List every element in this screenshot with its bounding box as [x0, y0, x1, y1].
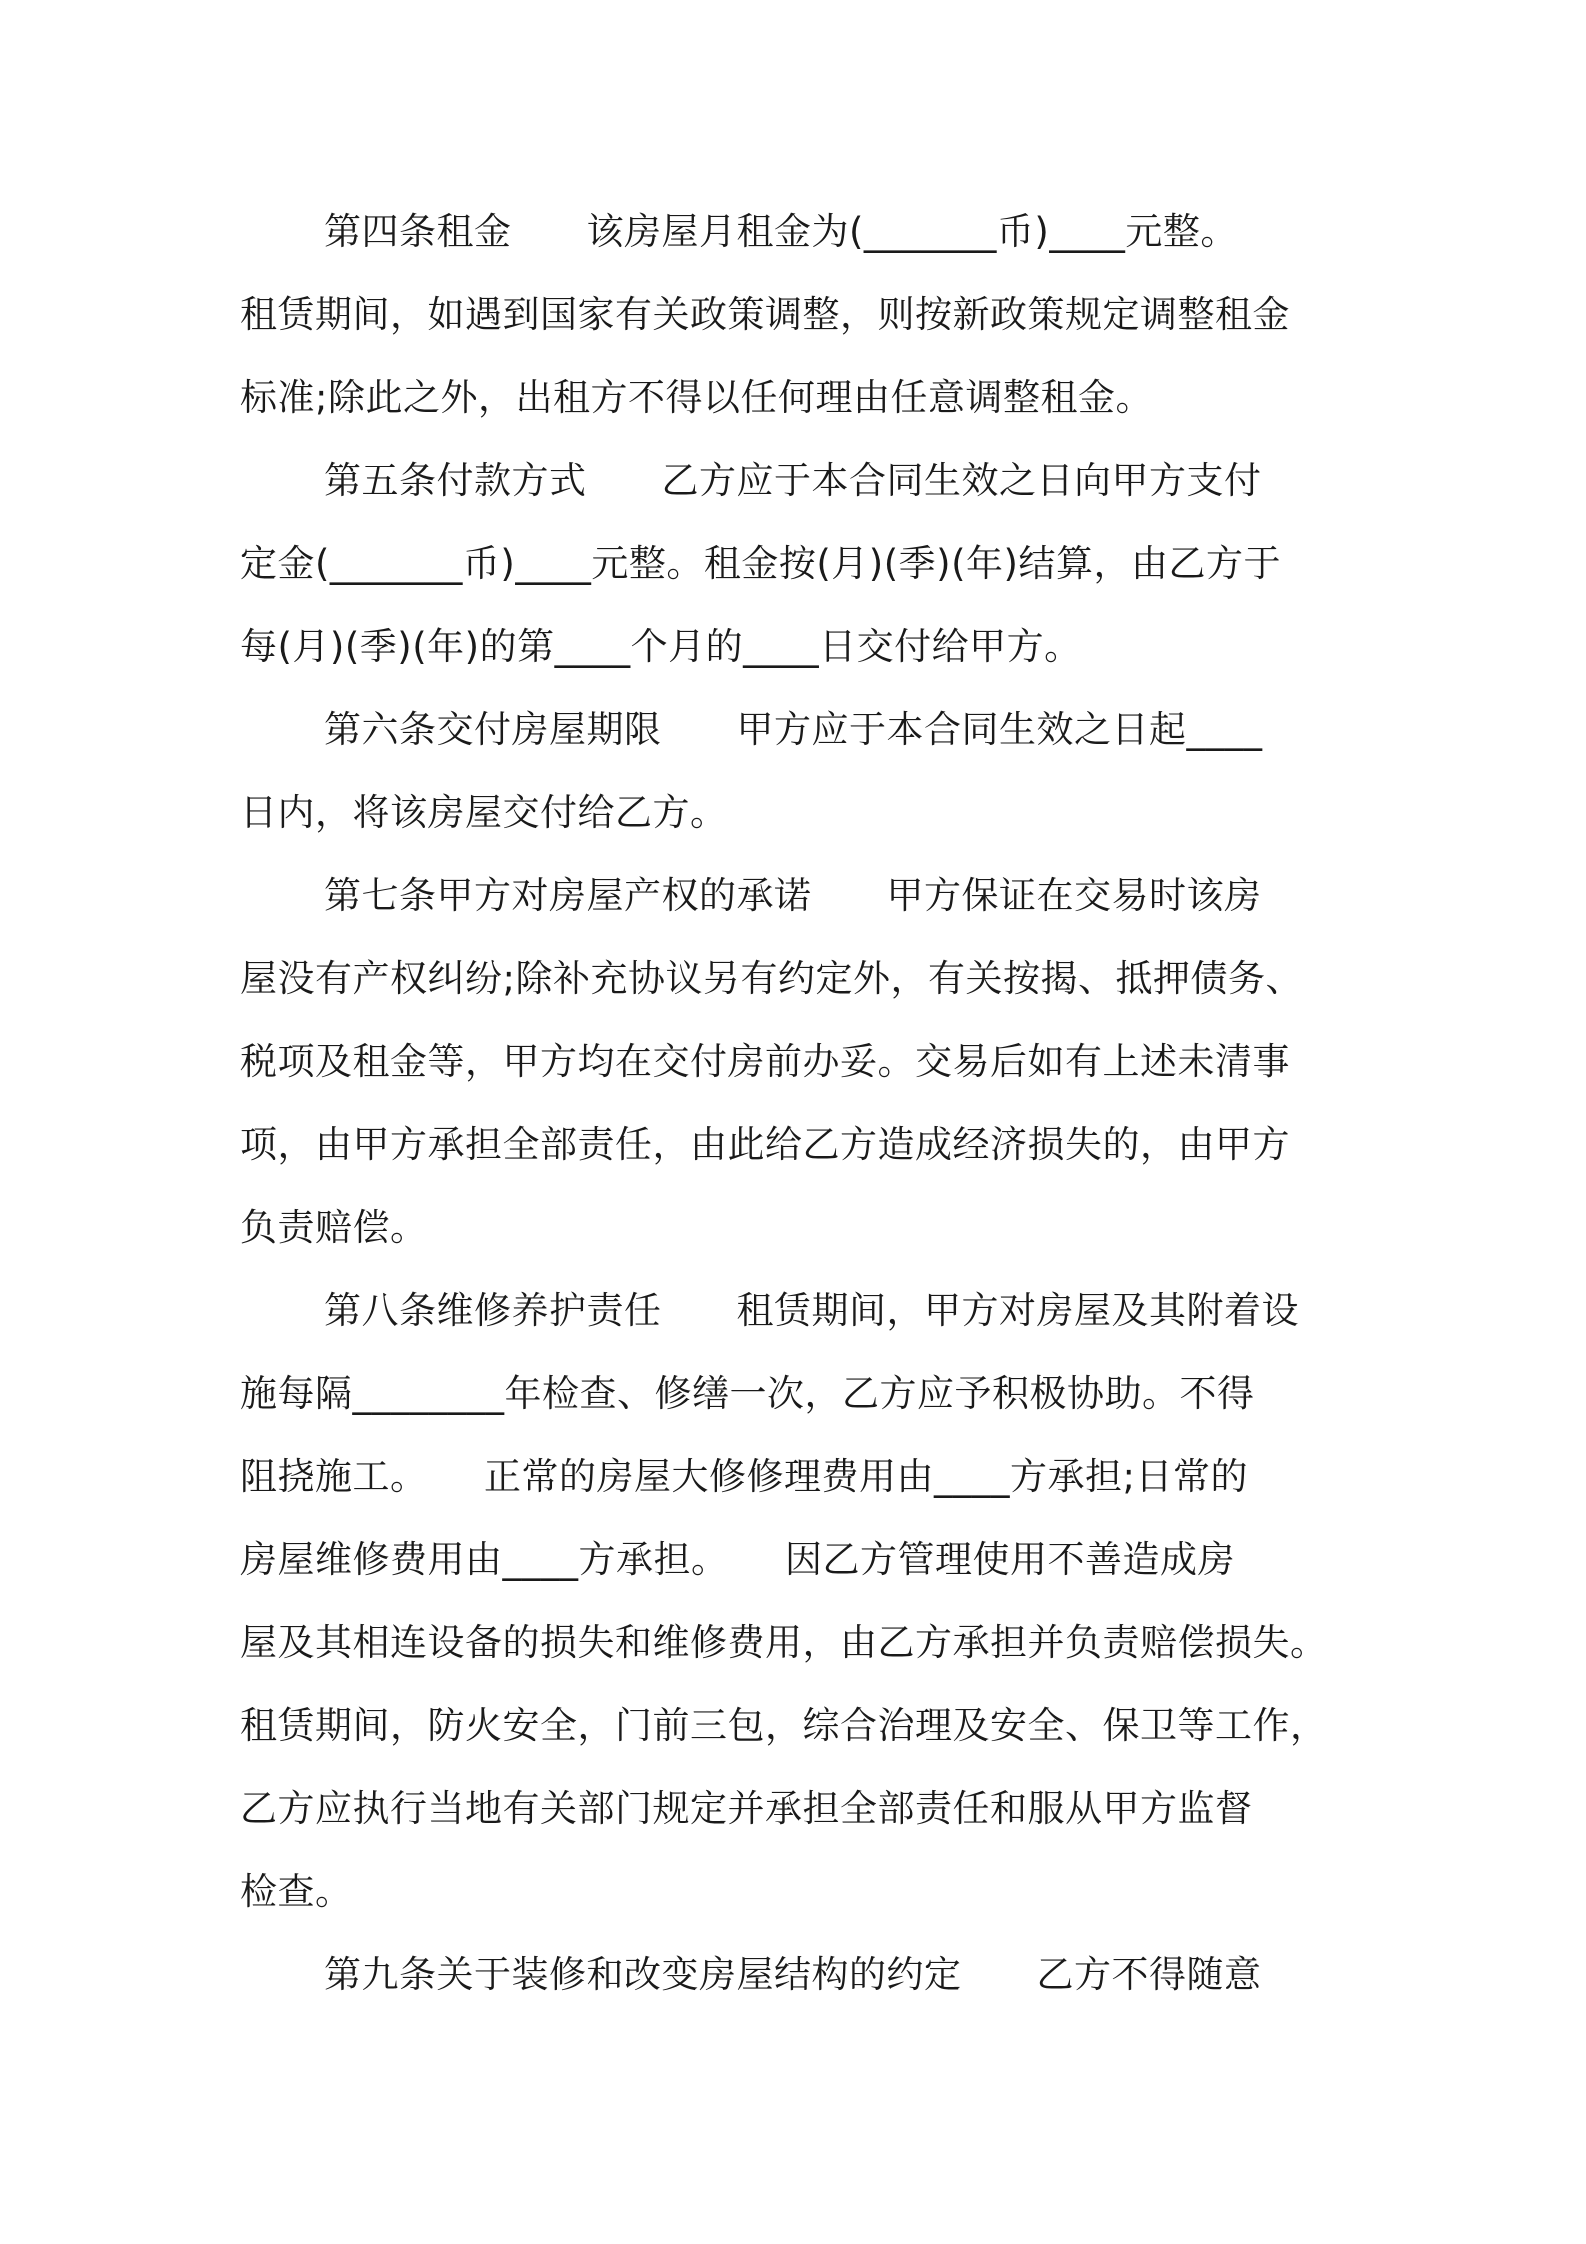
- article-8-line-6: 租赁期间，防火安全，门前三包，综合治理及安全、保卫等工作，: [240, 1704, 1328, 1747]
- article-7-line-2: 屋没有产权纠纷;除补充协议另有约定外，有关按揭、抵押债务、: [240, 957, 1303, 1000]
- article-7-line-5: 负责赔偿。: [240, 1206, 428, 1249]
- article-5-line-2: 定金(_______币)____元整。租金按(月)(季)(年)结算，由乙方于: [240, 542, 1281, 585]
- article-7-line-3: 税项及租金等，甲方均在交付房前办妥。交易后如有上述未清事: [240, 1040, 1290, 1083]
- article-8-line-8: 检查。: [240, 1870, 353, 1913]
- document-page: [240, 190, 1360, 2016]
- article-6-line-1: 第六条交付房屋期限 甲方应于本合同生效之日起____: [324, 708, 1263, 751]
- article-5-line-1: 第五条付款方式 乙方应于本合同生效之日向甲方支付: [324, 459, 1262, 502]
- article-4-line-1: 第四条租金 该房屋月租金为(_______币)____元整。: [324, 210, 1238, 253]
- article-8-line-5: 屋及其相连设备的损失和维修费用，由乙方承担并负责赔偿损失。: [240, 1621, 1328, 1664]
- article-8-line-7: 乙方应执行当地有关部门规定并承担全部责任和服从甲方监督: [240, 1787, 1253, 1830]
- article-4-line-2: 租赁期间，如遇到国家有关政策调整，则按新政策规定调整租金: [240, 293, 1290, 336]
- article-8-line-4: 房屋维修费用由____方承担。 因乙方管理使用不善造成房: [240, 1538, 1235, 1581]
- article-4-line-3: 标准;除此之外，出租方不得以任何理由任意调整租金。: [240, 376, 1153, 419]
- article-5-line-3: 每(月)(季)(年)的第____个月的____日交付给甲方。: [240, 625, 1082, 668]
- article-9-line-1: 第九条关于装修和改变房屋结构的约定 乙方不得随意: [324, 1953, 1262, 1996]
- article-8-line-3: 阻挠施工。 正常的房屋大修修理费用由____方承担;日常的: [240, 1455, 1248, 1498]
- article-8-line-1: 第八条维修养护责任 租赁期间，甲方对房屋及其附着设: [324, 1289, 1299, 1332]
- article-8-line-2: 施每隔________年检查、修缮一次，乙方应予积极协助。不得: [240, 1372, 1255, 1415]
- article-7-line-1: 第七条甲方对房屋产权的承诺 甲方保证在交易时该房: [324, 874, 1262, 917]
- article-6-line-2: 日内，将该房屋交付给乙方。: [240, 791, 728, 834]
- article-7-line-4: 项，由甲方承担全部责任，由此给乙方造成经济损失的，由甲方: [240, 1123, 1290, 1166]
